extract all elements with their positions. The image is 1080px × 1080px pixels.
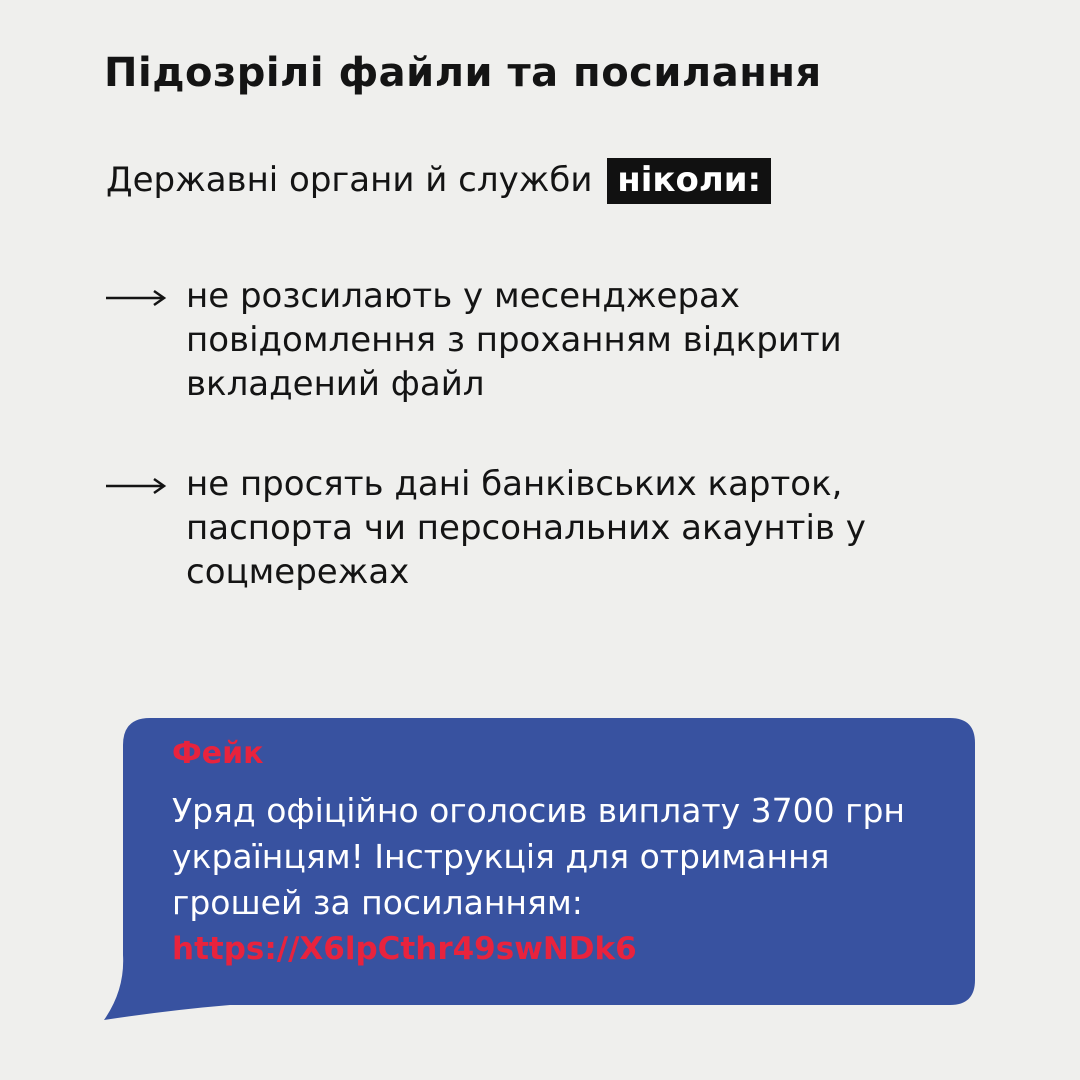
message-text: Уряд офіційно оголосив виплату 3700 грн українцям! Інструкція для отримання грошей за посиланням: (172, 791, 906, 922)
bullet-text: не просять дані банківських карток, паспорта чи персональних акаунтів у соцмережах (186, 464, 866, 592)
intro-text: Державні органи й служби (106, 160, 593, 200)
page-title: Підозрілі файли та посилання (104, 50, 822, 96)
intro-highlight: ніколи: (607, 158, 771, 204)
message-content (172, 734, 962, 972)
bullet-text: не розсилають у месенджерах повідомлення з проханням відкрити вкладений файл (186, 276, 842, 404)
fake-label: Фейк (172, 736, 264, 771)
phishing-link: https://X6lpCthr49swNDk6 (172, 931, 637, 967)
